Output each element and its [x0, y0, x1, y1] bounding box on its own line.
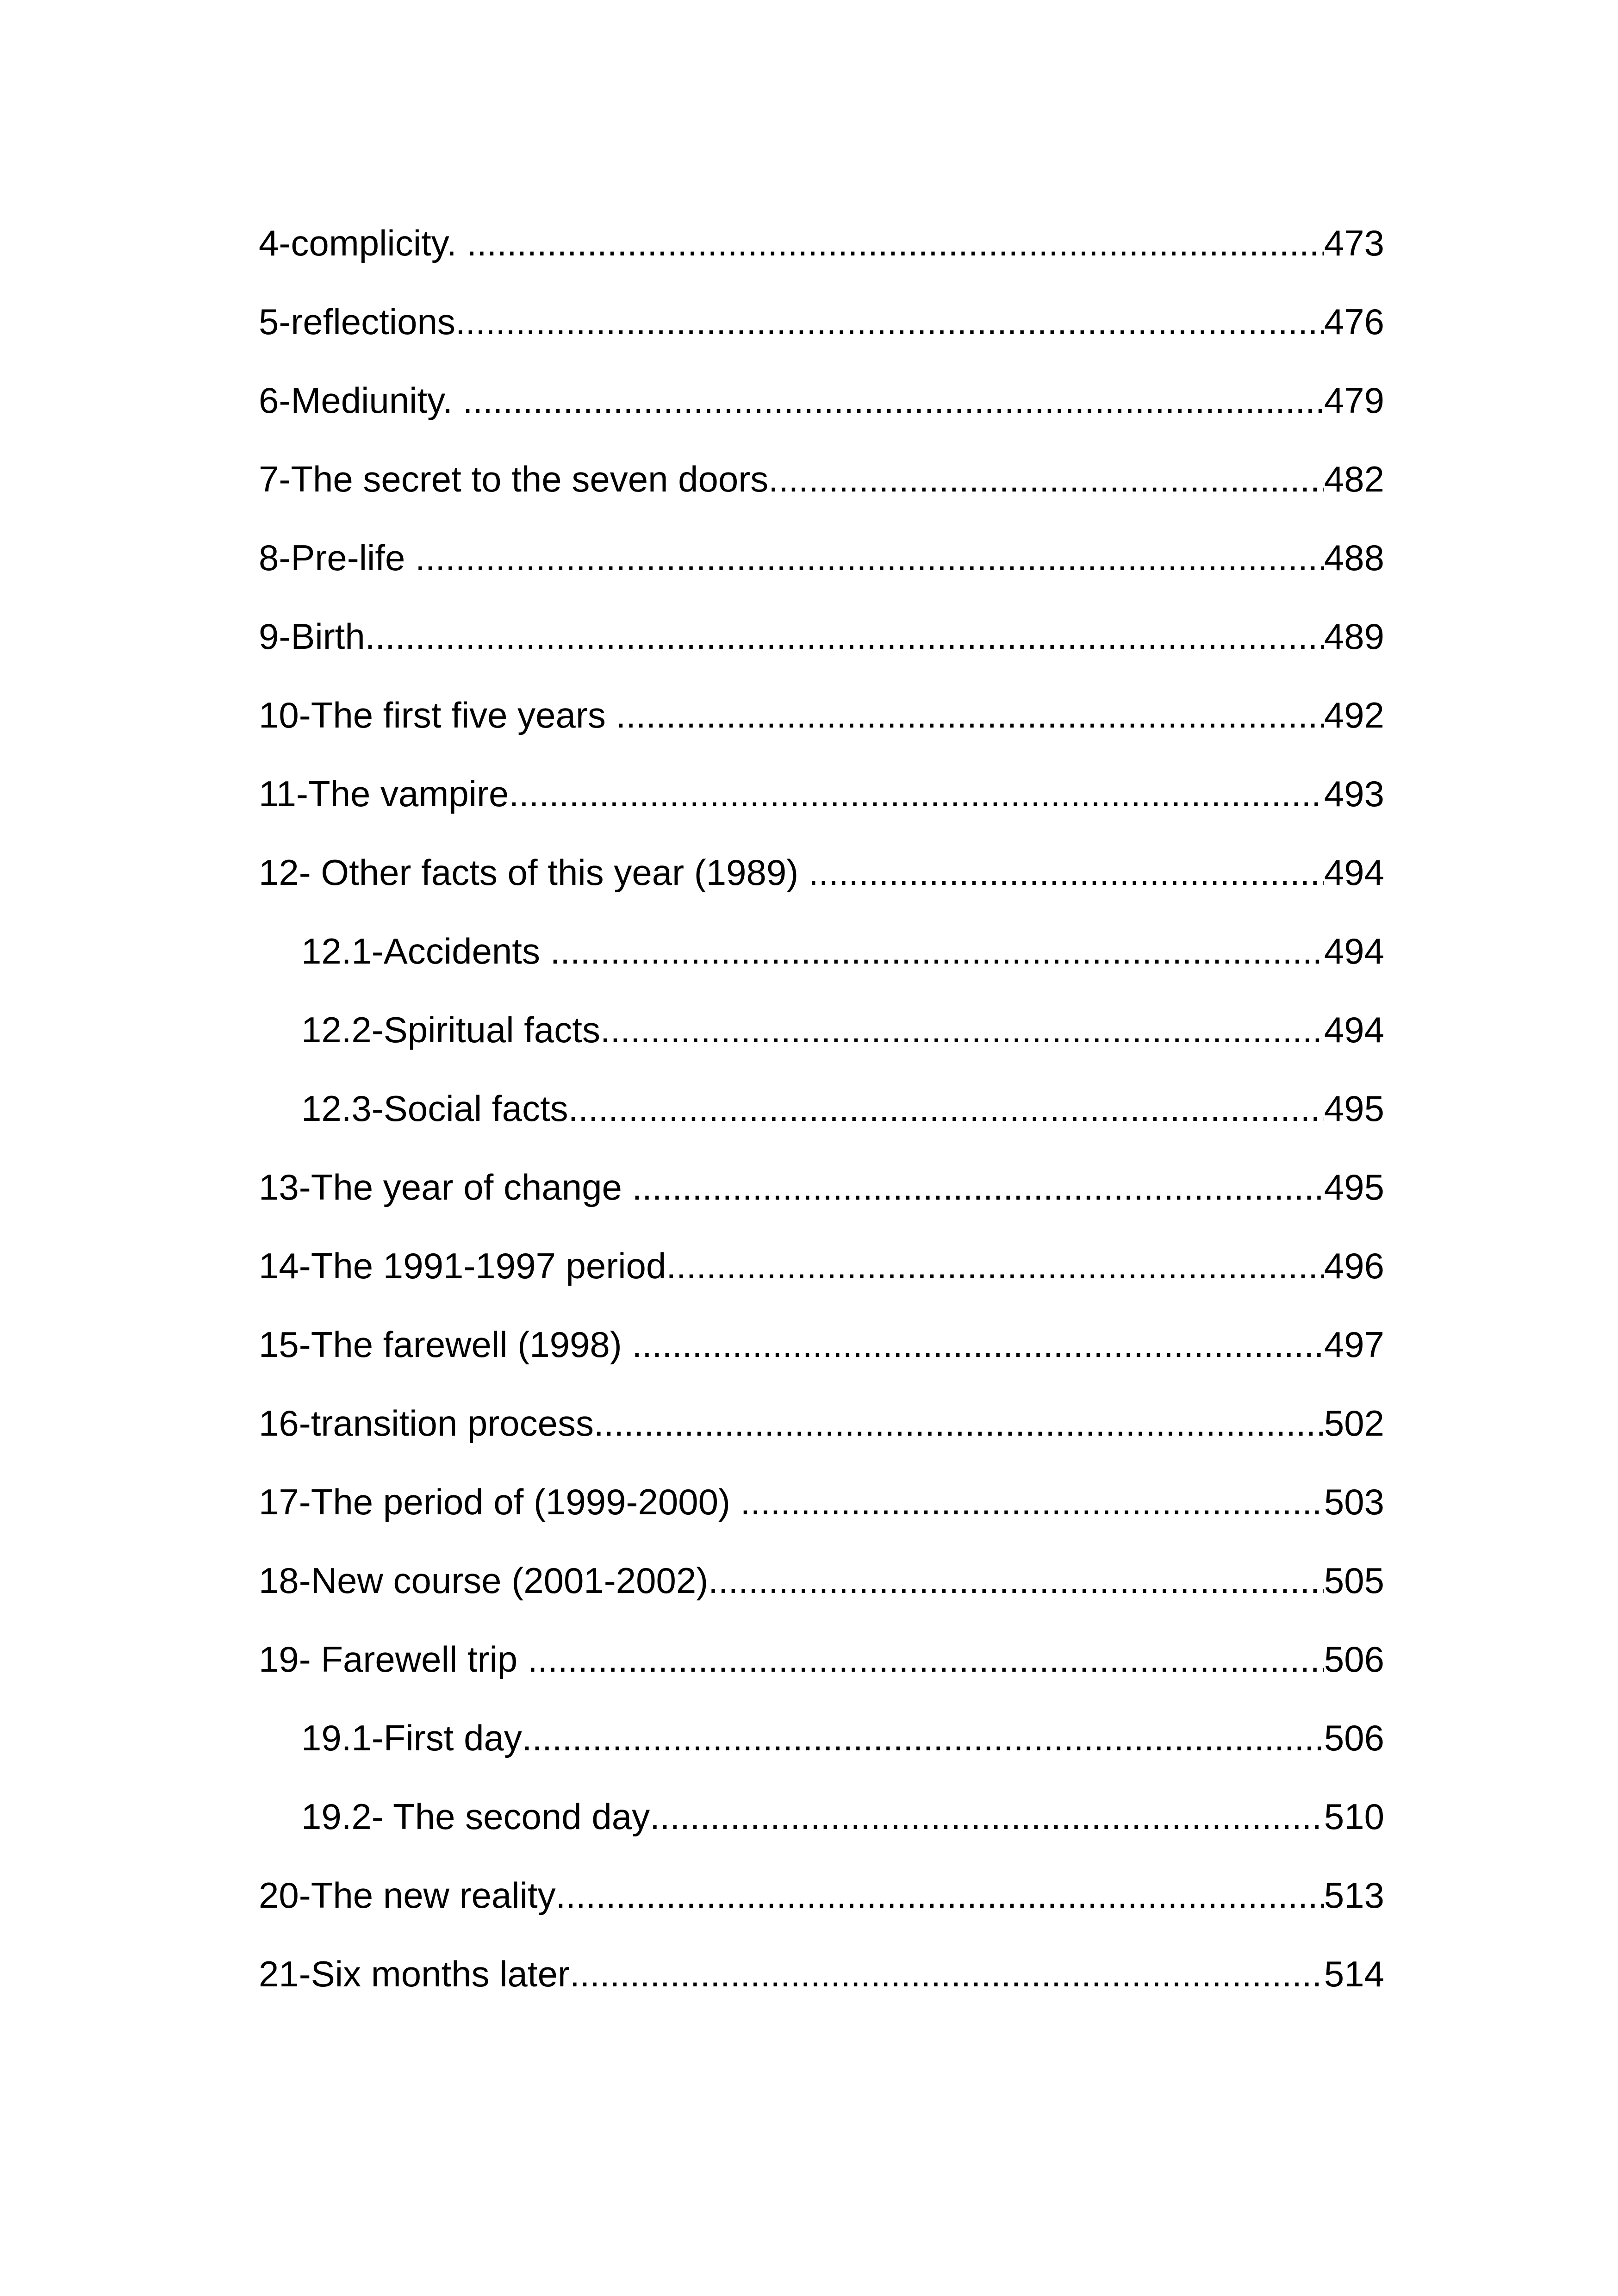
toc-entry-page: 479: [1324, 380, 1384, 421]
toc-dot-leader: [568, 1069, 1324, 1148]
toc-entry[interactable]: [259, 833, 1384, 912]
toc-entry-page: 514: [1324, 1954, 1384, 1994]
toc-entry-title: 16-transition process: [259, 1403, 594, 1444]
toc-entry-page: 506: [1324, 1717, 1384, 1758]
toc-entry-title: 9-Birth: [259, 616, 365, 657]
toc-entry-title: 11-The vampire: [259, 773, 509, 814]
toc-dot-leader: [666, 1226, 1324, 1305]
toc-entry-page: 473: [1324, 223, 1384, 263]
toc-entry-page: 494: [1324, 931, 1384, 971]
toc-subentry[interactable]: [259, 1699, 1384, 1777]
toc-entry[interactable]: [259, 518, 1384, 597]
toc-entry[interactable]: [259, 676, 1384, 754]
toc-dot-leader: [632, 1148, 1324, 1226]
toc-entry-title: 15-The farewell (1998): [259, 1324, 632, 1365]
toc-entry-title: 4-complicity.: [259, 223, 467, 263]
toc-dot-leader: [632, 1305, 1324, 1384]
toc-dot-leader: [556, 1856, 1324, 1935]
toc-entry-title: 5-reflections: [259, 301, 455, 342]
toc-dot-leader: [809, 833, 1324, 912]
toc-entry-page: 510: [1324, 1796, 1384, 1837]
toc-dot-leader: [600, 990, 1324, 1069]
toc-dot-leader: [778, 440, 1324, 518]
toc-entry-page: 505: [1324, 1560, 1384, 1601]
toc-entry-title: 21-Six months later: [259, 1954, 570, 1994]
toc-entry[interactable]: [259, 204, 1384, 282]
toc-entry-title: 19.1-First day: [301, 1717, 522, 1758]
toc-entry-page: 494: [1324, 852, 1384, 893]
toc-entry-title: 19.2- The second day: [301, 1796, 650, 1837]
toc-entry-page: 489: [1324, 616, 1384, 657]
toc-entry[interactable]: [259, 1541, 1384, 1620]
toc-dot-leader: [415, 518, 1324, 597]
toc-entry[interactable]: [259, 1935, 1384, 2013]
toc-entry[interactable]: [259, 1384, 1384, 1462]
toc-entry-title: 7-The secret to the seven doors.: [259, 459, 778, 499]
toc-entry-title: 6-Mediunity.: [259, 380, 463, 421]
toc-entry[interactable]: [259, 1856, 1384, 1935]
table-of-contents: [259, 204, 1384, 2013]
toc-entry-title: 8-Pre-life: [259, 537, 416, 578]
toc-entry-title: 14-The 1991-1997 period: [259, 1245, 666, 1286]
toc-dot-leader: [467, 204, 1324, 282]
toc-entry-page: 495: [1324, 1167, 1384, 1207]
toc-dot-leader: [708, 1541, 1324, 1620]
toc-entry-page: 496: [1324, 1245, 1384, 1286]
toc-dot-leader: [463, 361, 1324, 440]
toc-dot-leader: [455, 282, 1324, 361]
toc-entry-title: 12- Other facts of this year (1989): [259, 852, 809, 893]
toc-entry-page: 497: [1324, 1324, 1384, 1365]
toc-subentry[interactable]: [259, 990, 1384, 1069]
toc-entry[interactable]: [259, 1462, 1384, 1541]
toc-dot-leader: [741, 1462, 1324, 1541]
toc-dot-leader: [528, 1620, 1324, 1699]
toc-entry[interactable]: [259, 1148, 1384, 1226]
toc-dot-leader: [594, 1384, 1324, 1462]
toc-entry-page: 502: [1324, 1403, 1384, 1444]
toc-subentry[interactable]: [259, 912, 1384, 990]
toc-entry-page: 488: [1324, 537, 1384, 578]
toc-entry-page: 503: [1324, 1481, 1384, 1522]
toc-dot-leader: [509, 754, 1324, 833]
toc-subentry[interactable]: [259, 1777, 1384, 1856]
toc-entry-page: 513: [1324, 1875, 1384, 1916]
toc-entry-page: 493: [1324, 773, 1384, 814]
toc-subentry[interactable]: [259, 1069, 1384, 1148]
toc-entry-title: 19- Farewell trip: [259, 1639, 528, 1680]
toc-entry-page: 482: [1324, 459, 1384, 499]
toc-entry-page: 495: [1324, 1088, 1384, 1129]
toc-entry[interactable]: [259, 597, 1384, 676]
toc-entry-title: 17-The period of (1999-2000): [259, 1481, 741, 1522]
toc-dot-leader: [650, 1777, 1324, 1856]
toc-entry[interactable]: [259, 1620, 1384, 1699]
toc-dot-leader: [522, 1699, 1324, 1777]
toc-entry-title: 12.2-Spiritual facts: [301, 1009, 600, 1050]
toc-entry-page: 494: [1324, 1009, 1384, 1050]
toc-entry[interactable]: [259, 754, 1384, 833]
toc-dot-leader: [570, 1935, 1324, 2013]
toc-dot-leader: [550, 912, 1324, 990]
toc-entry[interactable]: [259, 1226, 1384, 1305]
toc-entry-title: 10-The first five years: [259, 695, 616, 735]
toc-entry-title: 18-New course (2001-2002): [259, 1560, 709, 1601]
toc-entry-page: 476: [1324, 301, 1384, 342]
toc-entry[interactable]: [259, 440, 1384, 518]
toc-entry-title: 12.1-Accidents: [301, 931, 550, 971]
toc-dot-leader: [616, 676, 1324, 754]
toc-entry-page: 492: [1324, 695, 1384, 735]
toc-entry-page: 506: [1324, 1639, 1384, 1680]
toc-entry[interactable]: [259, 282, 1384, 361]
toc-entry[interactable]: [259, 361, 1384, 440]
toc-entry[interactable]: [259, 1305, 1384, 1384]
toc-dot-leader: [365, 597, 1324, 676]
toc-entry-title: 12.3-Social facts: [301, 1088, 568, 1129]
toc-entry-title: 13-The year of change: [259, 1167, 632, 1207]
toc-entry-title: 20-The new reality: [259, 1875, 556, 1916]
